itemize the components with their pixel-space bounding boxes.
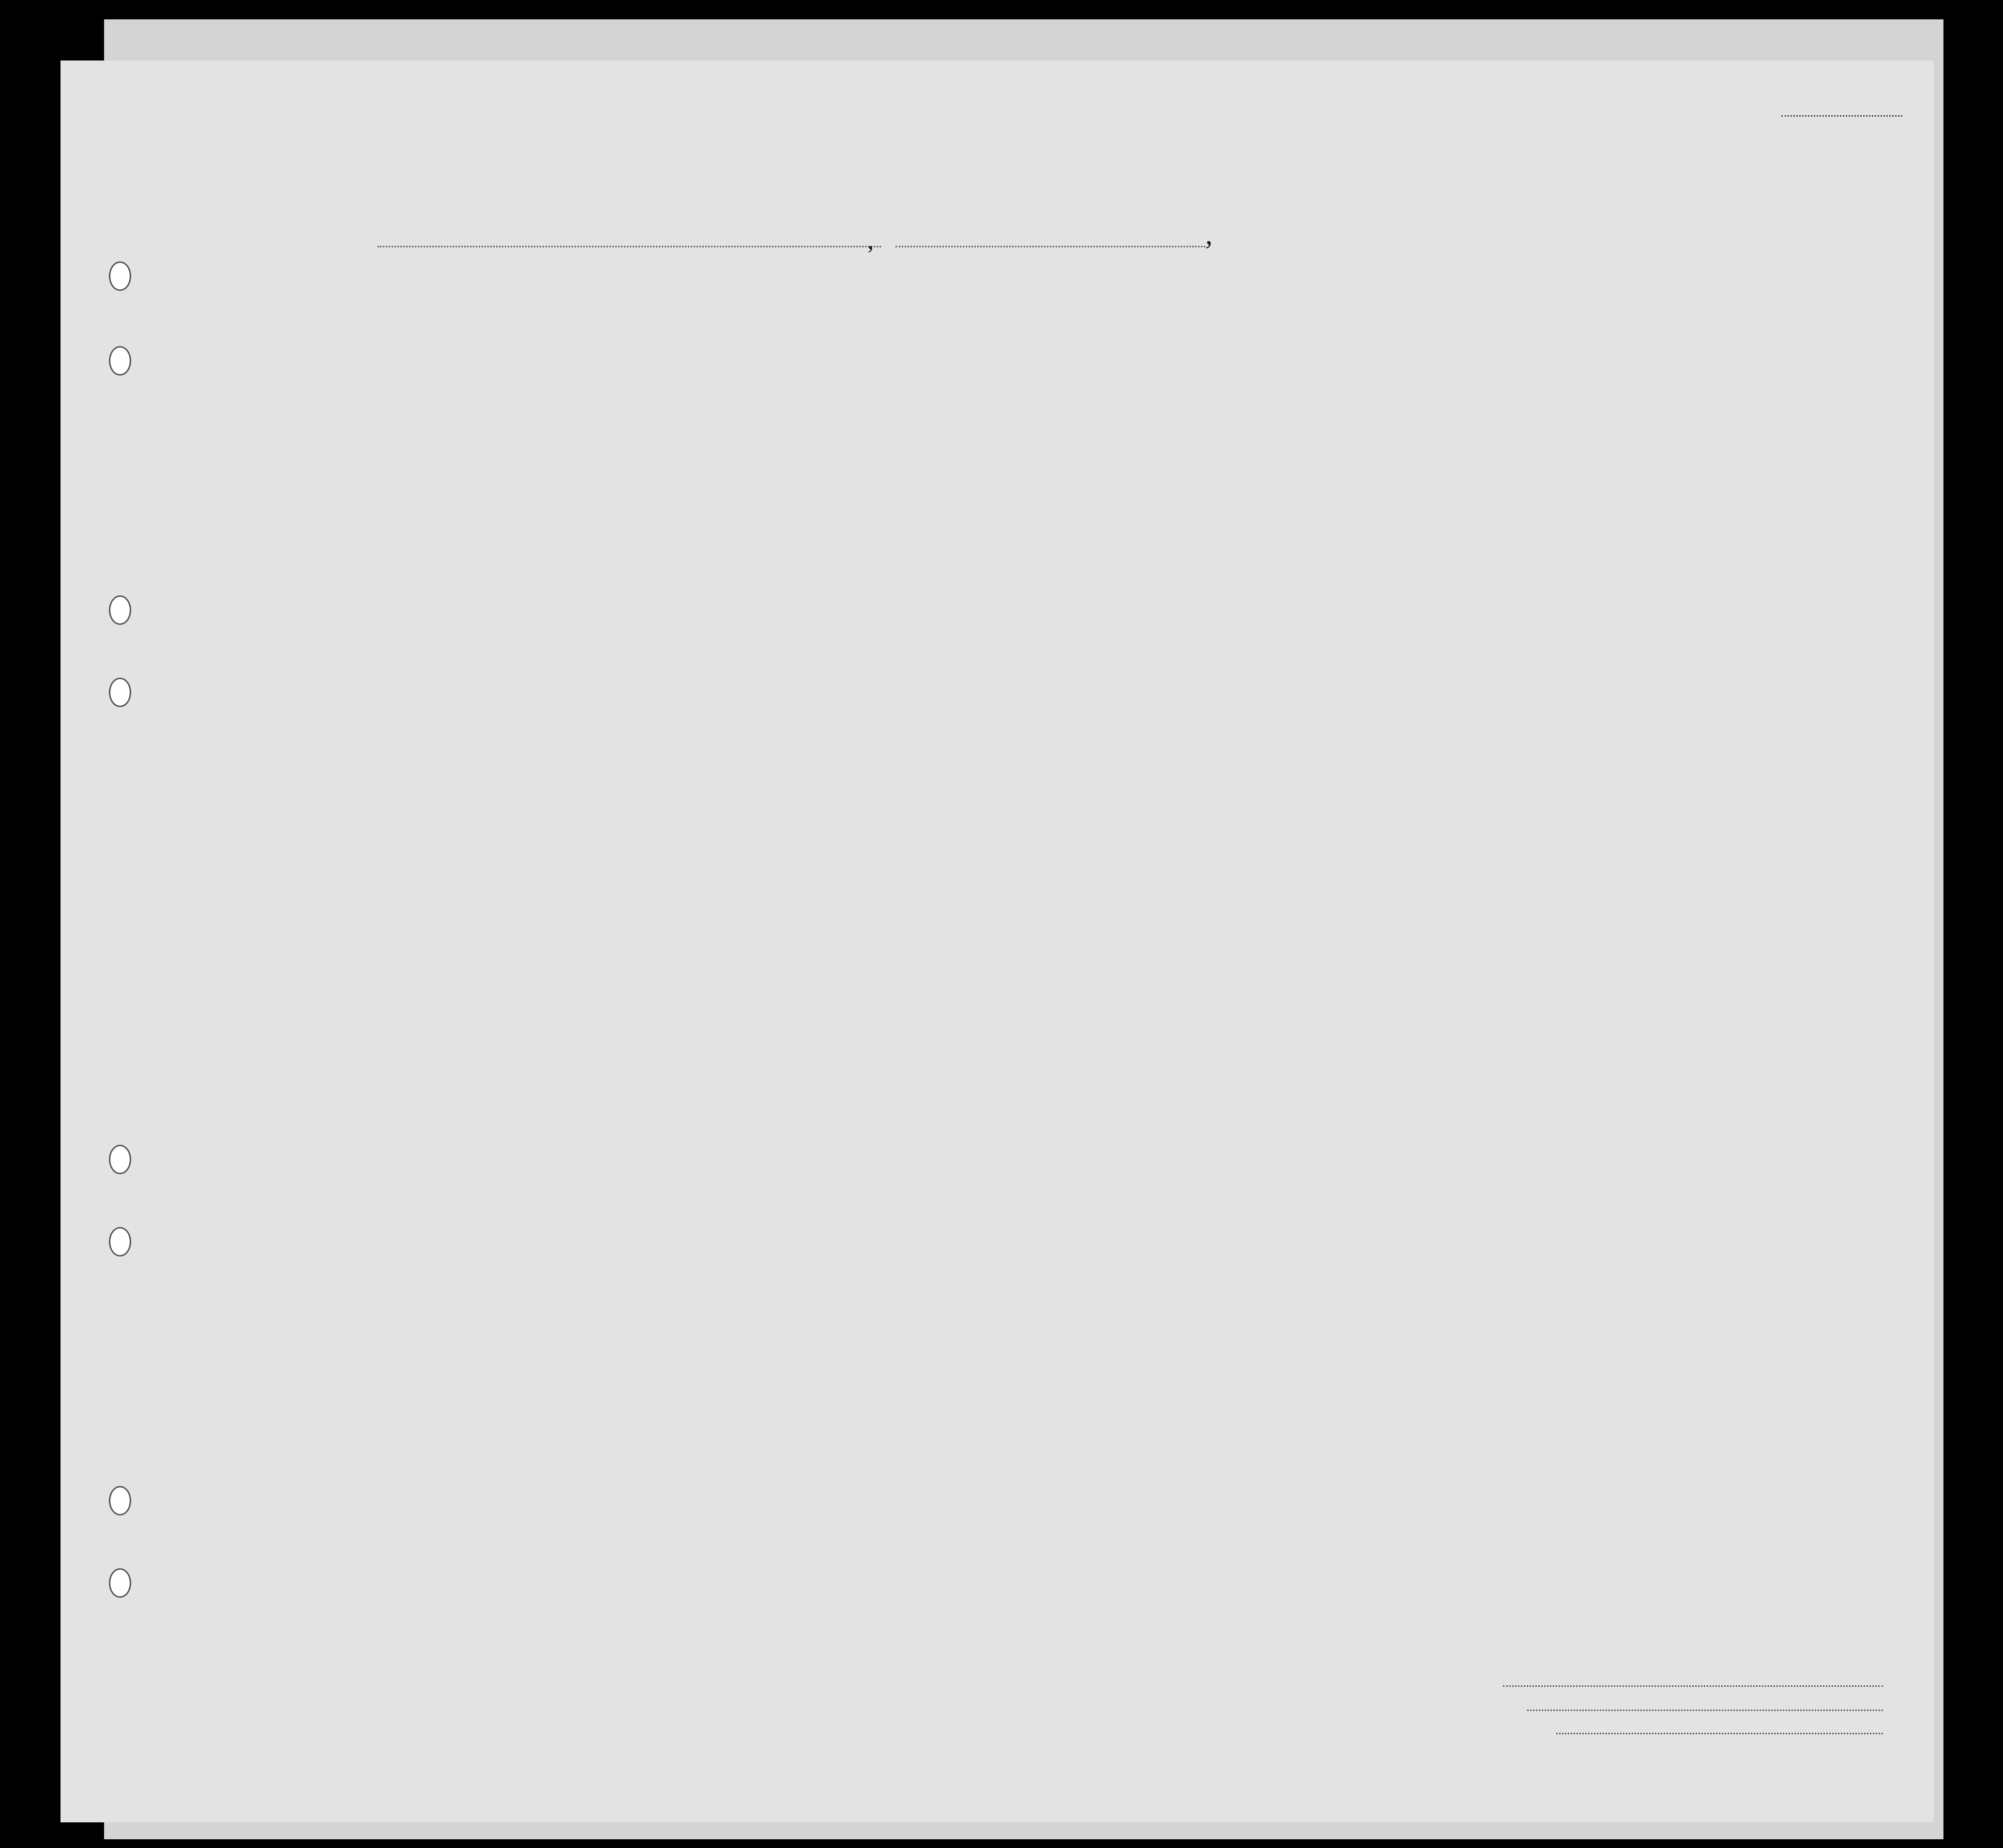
punch-hole [109, 346, 131, 376]
owners-rule [1527, 1710, 1883, 1711]
punch-hole [109, 678, 131, 707]
punch-hole [109, 595, 131, 625]
punch-hole [109, 1486, 131, 1515]
punch-hole [109, 1227, 131, 1257]
header-c31 [1503, 310, 1517, 440]
line-rule [1503, 1685, 1883, 1687]
header-c24-c [1261, 345, 1285, 441]
header-c28 [1383, 310, 1417, 440]
header-c29 [1440, 310, 1469, 440]
punch-hole [109, 1145, 131, 1174]
header-c24-a [1185, 345, 1214, 441]
punch-hole [109, 1568, 131, 1598]
header-c24-b [1225, 345, 1249, 441]
header-c30 [1477, 310, 1492, 440]
comma: , [867, 227, 874, 255]
header-c25 [1297, 310, 1321, 440]
year-prefix: , [1205, 218, 1220, 250]
punch-hole [109, 261, 131, 291]
agents-rule [1556, 1733, 1883, 1734]
